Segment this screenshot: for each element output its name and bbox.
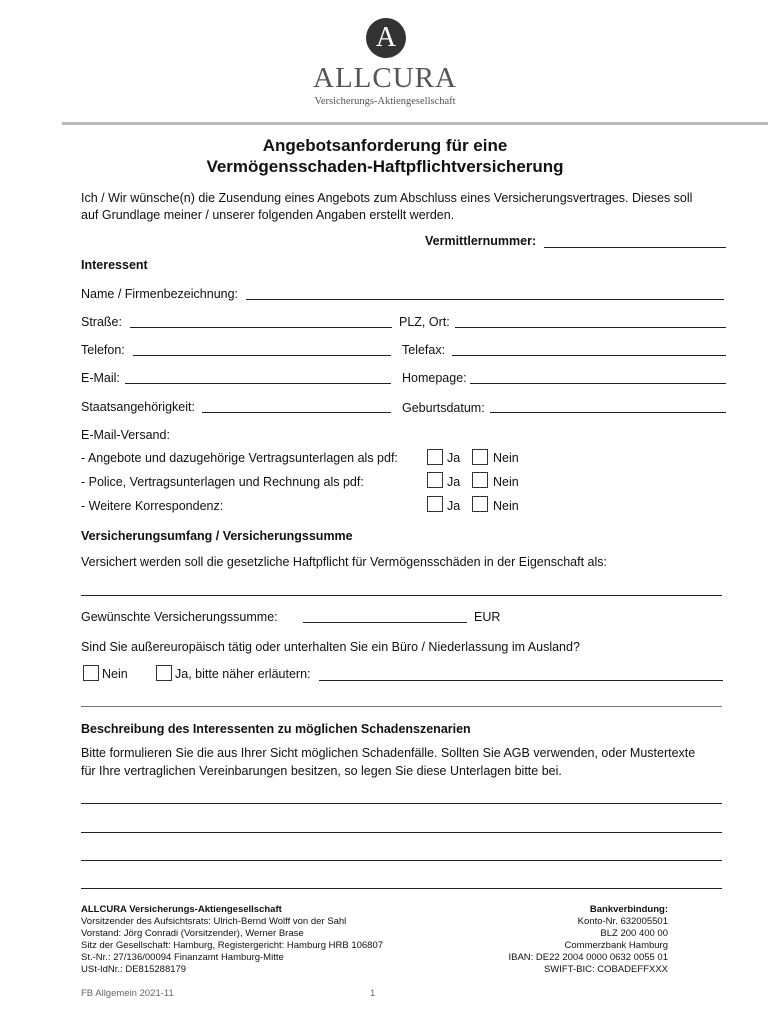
footer-bank-heading: Bankverbindung: [589, 904, 668, 915]
versand-3-ja-checkbox[interactable] [427, 496, 443, 512]
name-label: Name / Firmenbezeichnung: [81, 287, 239, 301]
ausland-nein-label: Nein [102, 667, 128, 681]
beschreibung-input-line-2[interactable] [81, 832, 722, 833]
interessent-heading: Interessent [81, 258, 148, 272]
strasse-input-line[interactable] [130, 327, 392, 328]
versand-2-ja-checkbox[interactable] [427, 472, 443, 488]
plz-label: PLZ, Ort: [399, 315, 450, 329]
versand-3-nein-label: Nein [493, 499, 519, 513]
footer-bank-name: Commerzbank Hamburg [564, 940, 668, 951]
footer-sitz: Sitz der Gesellschaft: Hamburg, Registergericht: Hamburg HRB 106807 [81, 940, 384, 951]
ausland-erlaeuterung-line-2[interactable] [81, 706, 722, 707]
email-versand-heading: E-Mail-Versand: [81, 428, 170, 442]
versand-1-nein-label: Nein [493, 451, 519, 465]
email-label: E-Mail: [81, 371, 120, 385]
ausland-question: Sind Sie außereuropäisch tätig oder unterhalten Sie ein Büro / Niederlassung im Ausland? [81, 640, 580, 654]
beschreibung-input-line-4[interactable] [81, 888, 722, 889]
footer-aufsichtsrat: Vorsitzender des Aufsichtsrats: Ulrich-Bernd Wolff von der Sahl [81, 916, 347, 927]
telefax-label: Telefax: [402, 343, 446, 357]
strasse-label: Straße: [81, 315, 122, 329]
form-id: FB Allgemein 2021-11 [81, 988, 174, 999]
geburtsdatum-label: Geburtsdatum: [402, 401, 485, 415]
footer-vorstand: Vorstand: Jörg Conradi (Vorsitzender), Werner Brase [81, 928, 304, 939]
plz-input-line[interactable] [455, 327, 726, 328]
telefon-label: Telefon: [81, 343, 125, 357]
telefon-input-line[interactable] [133, 355, 391, 356]
ausland-ja-label: Ja, bitte näher erläutern: [175, 667, 311, 681]
vermittler-input-line[interactable] [544, 247, 726, 248]
versand-2-nein-label: Nein [493, 475, 519, 489]
company-logo-text: ALLCURA [313, 62, 457, 94]
staatsangehoerigkeit-label: Staatsangehörigkeit: [81, 400, 195, 414]
versand-3-ja-label: Ja [447, 499, 461, 513]
umfang-text: Versichert werden soll die gesetzliche Haftpflicht für Vermögensschäden in der Eigenschaft als: [81, 555, 607, 569]
footer-konto: Konto-Nr. 632005501 [577, 916, 668, 927]
footer-company-info [81, 904, 383, 976]
versand-1-ja-label: Ja [447, 451, 461, 465]
ausland-erlaeuterung-line[interactable] [319, 680, 723, 681]
ausland-nein-checkbox[interactable] [83, 665, 99, 681]
beschreibung-heading: Beschreibung des Interessenten zu möglichen Schadenszenarien [81, 722, 471, 736]
ausland-ja-checkbox[interactable] [156, 665, 172, 681]
logo-emblem: A [366, 18, 406, 58]
versand-row-label-2: - Police, Vertragsunterlagen und Rechnung als pdf: [81, 475, 364, 489]
summe-input-line[interactable] [303, 622, 467, 623]
footer-blz: BLZ 200 400 00 [600, 928, 668, 939]
homepage-input-line[interactable] [470, 383, 726, 384]
footer-ustid: USt-IdNr.: DE815288179 [81, 964, 187, 975]
email-input-line[interactable] [125, 383, 391, 384]
telefax-input-line[interactable] [452, 355, 726, 356]
staatsangehoerigkeit-input-line[interactable] [202, 412, 391, 413]
company-logo-subtitle: Versicherungs-Aktiengesellschaft [314, 96, 456, 107]
footer-steuernummer: St.-Nr.: 27/136/00094 Finanzamt Hamburg-Mitte [81, 952, 284, 963]
summe-label: Gewünschte Versicherungssumme: [81, 610, 278, 624]
name-input-line[interactable] [246, 299, 724, 300]
page-number: 1 [370, 988, 376, 999]
homepage-label: Homepage: [402, 371, 467, 385]
intro-line1: Ich / Wir wünsche(n) die Zusendung eines Angebots zum Abschluss eines Versicherungsvertrages. Dieses soll [81, 191, 693, 205]
beschreibung-line2: für Ihre vertraglichen Vereinbarungen besitzen, so legen Sie diese Unterlagen bitte bei. [81, 764, 562, 778]
beschreibung-input-line-1[interactable] [81, 803, 722, 804]
umfang-heading: Versicherungsumfang / Versicherungssumme [81, 529, 353, 543]
header-divider [62, 122, 768, 125]
beschreibung-input-line-3[interactable] [81, 860, 722, 861]
versand-row-label-1: - Angebote und dazugehörige Vertragsunterlagen als pdf: [81, 451, 398, 465]
footer-bic: SWIFT-BIC: COBADEFFXXX [543, 964, 668, 975]
versand-2-ja-label: Ja [447, 475, 461, 489]
document-title-line2: Vermögensschaden-Haftpflichtversicherung [206, 157, 564, 176]
document-title-line1: Angebotsanforderung für eine [262, 136, 508, 155]
footer-iban: IBAN: DE22 2004 0000 0632 0055 01 [508, 952, 668, 963]
versand-1-nein-checkbox[interactable] [472, 449, 488, 465]
beschreibung-line1: Bitte formulieren Sie die aus Ihrer Sicht möglichen Schadenfälle. Sollten Sie AGB verwenden, oder Mustertexte [81, 746, 696, 760]
versand-2-nein-checkbox[interactable] [472, 472, 488, 488]
geburtsdatum-input-line[interactable] [490, 412, 726, 413]
versand-1-ja-checkbox[interactable] [427, 449, 443, 465]
versand-row-label-3: - Weitere Korrespondenz: [81, 499, 224, 513]
footer-company-name: ALLCURA Versicherungs-Aktiengesellschaft [81, 904, 282, 915]
versand-3-nein-checkbox[interactable] [472, 496, 488, 512]
vermittler-label: Vermittlernummer: [425, 234, 537, 248]
intro-line2: auf Grundlage meiner / unserer folgenden Angaben erstellt werden. [81, 208, 455, 222]
footer-bank-info [460, 904, 668, 976]
eigenschaft-input-line[interactable] [81, 595, 722, 596]
summe-unit: EUR [474, 610, 501, 624]
